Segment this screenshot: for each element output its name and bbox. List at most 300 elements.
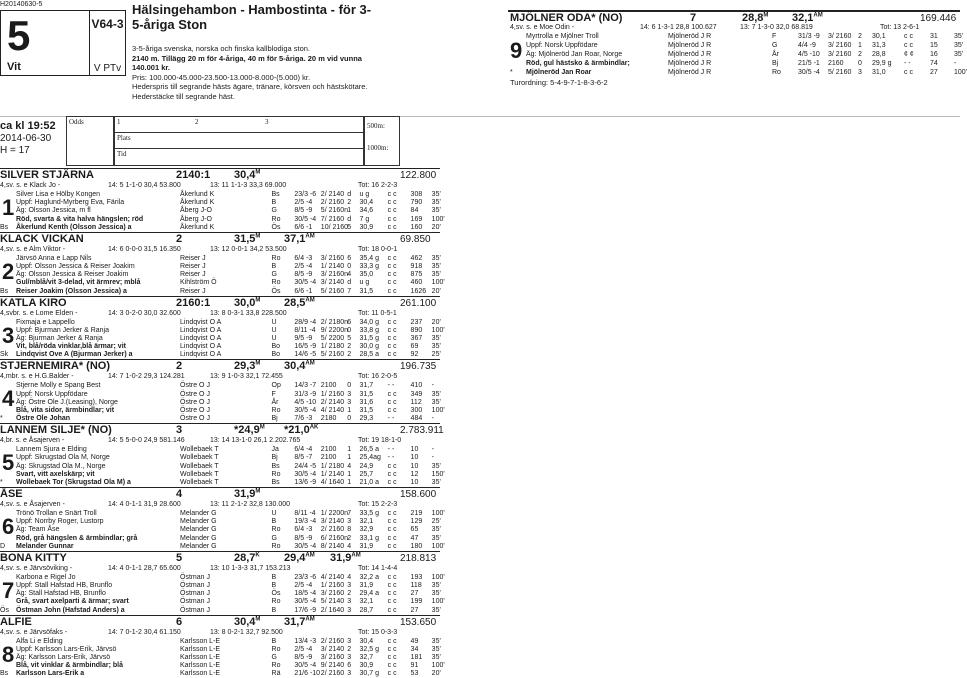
start-cell: Ro	[271, 542, 281, 550]
desc-line: Hederstäcke till segrande häst.	[132, 91, 235, 101]
horse-earnings: 2.783.911	[400, 425, 444, 437]
start-cell: 0	[858, 60, 862, 67]
start-cell: Reiser J	[180, 254, 206, 262]
horse-driver: Lindqvist Ove A (Bjurman Jerker) a	[16, 351, 133, 359]
start-cell: G	[772, 42, 778, 49]
start-cell: 6/4 -3	[294, 254, 313, 262]
horse-sub: 4,mbr. s. e H.G.Balder -	[0, 373, 74, 381]
start-cell: 1/ 2140	[320, 263, 345, 270]
start-cell: c c	[387, 662, 397, 670]
start-cell: 30/5 -4	[798, 69, 820, 76]
horse-name: SILVER STJÄRNA	[0, 169, 94, 181]
start-cell: -	[431, 382, 435, 390]
start-cell: c c	[387, 479, 397, 486]
start-cell: 1/ 2180	[320, 462, 345, 470]
horse-info: Gul/mblå/vit 3-delad, vit ärmrev; mblå	[16, 279, 141, 287]
right-horse-startnum: 9	[510, 38, 523, 63]
start-cell: 100'	[954, 69, 967, 76]
horse-driver: Åkerlund Kenth (Olsson Jessica) a	[16, 223, 132, 231]
horse-record-auto: $28,5^{AM}$	[284, 296, 315, 309]
start-cell: 180	[410, 542, 423, 550]
start-cell: År	[271, 398, 279, 406]
horse-name: ÅSE	[0, 488, 23, 500]
start-cell: 219	[410, 510, 423, 517]
start-cell: 4	[347, 542, 352, 550]
start-cell: 2/5 -4	[294, 263, 313, 270]
start-cell: 29,4 a	[359, 590, 379, 598]
start-cell: 2180	[320, 415, 337, 423]
start-cell: 53	[410, 670, 419, 678]
start-cell: 31,5 g	[359, 335, 379, 342]
horse-record-auto: $37,1^{AM}$	[284, 232, 315, 245]
start-cell: 2/ 2140	[320, 191, 345, 198]
start-cell: 69	[410, 343, 419, 351]
start-cell: c c	[387, 407, 397, 414]
start-cell: Bo	[271, 351, 281, 359]
start-cell: 29,9 g	[872, 60, 892, 67]
start-cell: Bs	[271, 462, 280, 470]
horse-driver: Reiser Joakim (Olsson Jessica) a	[16, 287, 127, 295]
start-cell: 5/ 2160	[320, 351, 345, 359]
start-cell: 31,5	[359, 390, 374, 398]
horse-earnings: 153.650	[400, 616, 437, 628]
start-cell: 35'	[431, 590, 441, 598]
start-cell: 18/5 -4	[294, 590, 317, 598]
start-cell: 33,3 g	[359, 263, 379, 270]
start-cell: 3/ 2140	[320, 645, 345, 653]
start-cell: 6	[347, 318, 352, 326]
race-title: Hälsingehambon - Hambostinta - för 3-5-åriga Ston	[132, 2, 372, 32]
start-cell: 100'	[431, 215, 445, 223]
start-cell: 28,5 a	[359, 351, 379, 359]
start-cell: 1	[347, 454, 352, 462]
start-cell: 65	[410, 526, 419, 534]
start-cell: c c	[387, 590, 397, 598]
start-cell: 100'	[431, 279, 445, 287]
horse-stats-2013: 13: 11 2-1-2 32,8 130.000	[210, 501, 291, 508]
start-cell: Östman J	[180, 598, 210, 606]
start-cell: 47	[410, 534, 419, 542]
start-cell: 918	[410, 263, 423, 270]
start-cell: 460	[410, 279, 423, 287]
start-cell: 35'	[431, 606, 441, 614]
horse-info: Uppf: Bjurman Jerker & Ranja	[16, 326, 109, 334]
start-cell: Melander G	[180, 510, 217, 517]
start-cell: 2100	[320, 454, 337, 462]
start-cell: c c	[387, 271, 397, 279]
horse-distance: 6	[176, 615, 183, 628]
start-cell: 5/ 2160	[828, 69, 852, 76]
start-cell: 30,9	[359, 223, 374, 231]
start-cell: 484	[410, 415, 423, 423]
start-cell: - -	[904, 60, 911, 67]
start-cell: 35'	[431, 479, 441, 486]
start-cell: Östre O J	[180, 407, 210, 414]
start-cell: 150'	[431, 470, 445, 478]
horse-info: Röd, svarta & vita halva hängslen; röd	[16, 215, 144, 223]
start-cell: 112	[410, 398, 422, 406]
start-time: ca kl 19:52	[0, 120, 56, 132]
start-cell: 13/6 -9	[294, 479, 317, 486]
right-horse-tot: Tot: 13 2-6-1	[880, 24, 920, 31]
horse-info: Karbona e Rigel Jo	[16, 573, 76, 581]
start-cell: c c	[387, 335, 397, 342]
start-cell: 5/ 2160n	[320, 207, 349, 215]
start-cell: 32,1	[359, 598, 374, 606]
start-cell: 3/ 2160n	[320, 271, 349, 279]
start-cell: 30/5 -4	[294, 470, 317, 478]
start-cell: 7	[347, 287, 352, 295]
start-cell: 169	[410, 215, 423, 223]
start-cell: 308	[410, 191, 423, 198]
start-cell: 35'	[431, 271, 441, 279]
start-cell: ¢ ¢	[904, 51, 914, 58]
horse-record: $30,4^M$	[234, 169, 261, 181]
horse-info: Blå, vit vinklar & ärmbindlar; blå	[16, 662, 123, 670]
start-cell: 32,1	[359, 518, 374, 526]
start-cell: 100'	[431, 407, 445, 414]
start-cell: Östman J	[180, 606, 210, 614]
start-cell: 14/6 -5	[294, 351, 317, 359]
horse-info: Uppf: Karlsson Lars-Erik, Järvsö	[16, 645, 117, 653]
desc-line: 2140 m. Tillägg 20 m för 4-åriga, 40 m för 5-åriga. 20 m vid vunna 140.001 kr.	[132, 53, 362, 72]
start-cell: 5	[347, 223, 352, 231]
start-cell: 2	[347, 534, 352, 542]
horse-divider	[0, 615, 440, 616]
horse-sub: 4,sv. s. e Järvsöfaks -	[0, 628, 68, 636]
right-horse-prefix: *	[510, 69, 513, 76]
start-cell: F	[772, 33, 777, 40]
start-cell: 27	[410, 590, 419, 598]
start-cell: 9/5 -9	[294, 335, 313, 342]
horse-start-number: 2	[2, 258, 15, 284]
start-cell: 2/ 2180n	[320, 318, 349, 326]
start-cell: 30/5 -4	[294, 662, 317, 670]
start-cell: c c	[387, 654, 397, 661]
start-cell: U	[271, 335, 277, 342]
horse-stats-2014: 14: 5 1-1-0 30,4 53.800	[108, 182, 181, 189]
start-cell: 193	[410, 573, 423, 581]
start-cell: 300	[410, 407, 423, 414]
start-cell: 3	[347, 606, 352, 614]
horse-record-auto: $29,4^{AM}$	[284, 551, 315, 564]
horse-info: Järvsö Anna e Lapp Nils	[16, 254, 92, 262]
start-cell: 23/3 -6	[294, 191, 317, 198]
start-cell: 10	[410, 462, 419, 470]
start-cell: -	[431, 415, 435, 423]
start-cell: c c	[387, 351, 397, 359]
start-cell: Bs	[271, 479, 280, 486]
start-cell: 8/5 -9	[294, 534, 313, 542]
horse-divider	[0, 487, 440, 488]
start-cell: 2/ 2160	[320, 199, 345, 207]
horse-info: Uppf: Norsk Uppfödare	[16, 390, 88, 398]
horse-sub: 4,svbr. s. e Lome Elden -	[0, 309, 78, 317]
start-cell: 1	[858, 42, 862, 49]
start-cell: 49	[410, 637, 419, 645]
start-cell: G	[271, 271, 277, 279]
race-label-left: Vit	[7, 61, 21, 73]
horse-record-auto: $31,7^{AM}$	[284, 615, 315, 628]
horse-record: $31,9^M$	[234, 488, 261, 500]
start-cell: 6	[347, 254, 352, 262]
start-cell: Östre O J	[180, 398, 210, 406]
horse-distance: 2140:1	[176, 169, 211, 181]
horse-prefix: Bs	[0, 670, 9, 678]
right-horse-driver: Mjölneröd Jan Roar	[526, 69, 592, 76]
start-cell: 2/ 2140	[320, 398, 345, 406]
start-cell: u g	[359, 191, 370, 198]
start-cell: 21/6 -10	[294, 670, 321, 678]
start-cell: Östman J	[180, 590, 210, 598]
game-code: V64-3	[91, 17, 124, 31]
start-cell: 3/ 2140	[320, 279, 345, 287]
horse-record: $29,3^M$	[234, 360, 261, 373]
start-cell: 30,4	[359, 199, 374, 207]
start-cell: 0	[347, 263, 352, 270]
start-cell: 8	[347, 526, 352, 534]
start-cell: 31,5	[359, 407, 374, 414]
horse-driver: Östre Ole Johan	[16, 415, 71, 423]
start-cell: 21,0 a	[359, 479, 379, 486]
horse-distance: 5	[176, 551, 183, 564]
start-cell: 181	[410, 654, 423, 661]
start-cell: c c	[904, 69, 913, 76]
horse-earnings: 261.100	[400, 297, 437, 309]
race-number-box	[0, 10, 90, 76]
start-cell: 2	[858, 33, 862, 40]
start-cell: 34,6	[359, 207, 374, 215]
start-cell: Wollebaek T	[180, 470, 219, 478]
horse-stats-2013: 13: 11 1-1-3 33,3 69.000	[210, 182, 287, 189]
start-cell: c c	[387, 637, 397, 645]
horse-driver: Melander Gunnar	[16, 542, 74, 550]
start-cell: Karlsson L-E	[180, 662, 221, 670]
horse-record: $30,0^M$	[234, 296, 261, 309]
start-cell: 1/ 2180	[320, 343, 345, 351]
start-cell: 31,3	[872, 42, 886, 49]
start-cell: 35'	[954, 33, 964, 40]
start-cell: 1/ 2200n	[320, 510, 349, 517]
start-cell: Ro	[271, 215, 281, 223]
start-cell: 33,1 g	[359, 534, 379, 542]
start-cell: Ro	[271, 526, 281, 534]
horse-name: KLACK VICKAN	[0, 232, 84, 245]
horse-prefix: Bs	[0, 287, 9, 295]
start-cell: Östre O J	[180, 382, 210, 390]
horse-stats-2014: 14: 4 0-1-1 28,7 65.600	[108, 564, 181, 572]
result-box: 1 2 3 Plats Tid	[114, 116, 364, 166]
start-cell: 20'	[431, 223, 441, 231]
start-cell: 4/4 -9	[798, 42, 816, 49]
start-cell: 1626	[410, 287, 427, 295]
start-cell: - -	[387, 446, 395, 454]
start-cell: c c	[387, 343, 397, 351]
start-cell: 2/ 2160	[320, 670, 345, 678]
horse-prefix: *	[0, 479, 3, 486]
start-cell: 5/ 2140	[320, 598, 345, 606]
start-cell: 10	[410, 454, 419, 462]
start-cell: Ös	[271, 590, 281, 598]
start-cell: 199	[410, 598, 423, 606]
horse-info: Svart, vitt axelskärp; vit	[16, 470, 95, 478]
horse-distance: 4	[176, 488, 183, 500]
start-cell: Op	[271, 382, 281, 390]
start-cell: 35'	[431, 191, 441, 198]
start-cell: Åberg J-O	[180, 215, 212, 223]
horse-info: Uppf: Norrby Roger, Lustorp	[16, 518, 104, 526]
start-cell: 6/6 -1	[294, 223, 313, 231]
horse-record-auto2: $31,9^{AM}$	[330, 551, 361, 564]
start-cell: 1	[347, 207, 352, 215]
horse-prefix: Ös	[0, 606, 9, 614]
start-cell: c c	[387, 263, 397, 270]
right-horse-rec1: $28,8^M$	[742, 12, 769, 24]
start-cell: c c	[904, 33, 913, 40]
start-cell: 3/ 2160	[828, 33, 852, 40]
desc-line: 3-5-åriga svenska, norska och finska kallblodiga ston.	[132, 44, 311, 53]
start-cell: 30,1	[872, 33, 886, 40]
right-horse-info: Uppf: Norsk Uppfödare	[526, 42, 598, 49]
start-cell: 19/3 -4	[294, 518, 317, 526]
horse-record: $*24,9^M$	[234, 424, 265, 437]
horse-earnings: 158.600	[400, 489, 437, 500]
race-code: H20140630-5	[0, 1, 43, 8]
start-cell: F	[271, 390, 276, 398]
horse-start-number: 5	[2, 450, 15, 476]
start-cell: G	[271, 654, 277, 661]
horse-stats-2013: 13: 9 1-0-3 32,1 72.455	[210, 373, 283, 381]
start-cell: 20'	[431, 287, 441, 295]
start-cell: 35'	[431, 199, 441, 207]
start-cell: 349	[410, 390, 423, 398]
start-cell: Lindqvist O A	[180, 351, 222, 359]
start-cell: 2/ 2160	[320, 637, 345, 645]
start-cell: Ro	[271, 254, 281, 262]
start-cell: Melander G	[180, 526, 217, 534]
start-cell: 24/4 -5	[294, 462, 317, 470]
start-cell: 4	[347, 573, 352, 581]
start-cell: c c	[387, 526, 397, 534]
start-cell: 30,9	[359, 662, 374, 670]
start-cell: 0	[347, 326, 352, 334]
start-cell: c c	[387, 534, 397, 542]
start-cell: 3	[347, 637, 352, 645]
horse-info: Vit, blå/röda vinklar,blå ärmar; vit	[16, 343, 126, 351]
start-cell: c c	[387, 207, 397, 215]
horse-stats-tot: Tot: 15 2-2-3	[358, 501, 398, 508]
start-cell: 3/ 2160	[320, 254, 345, 262]
start-cell: 890	[410, 326, 423, 334]
start-cell: 30/5 -4	[294, 215, 317, 223]
start-cell: 1	[347, 446, 352, 454]
horse-record: $31,5^M$	[234, 232, 261, 245]
horse-sub: 4,sv. s. e Åsajerven -	[0, 501, 65, 508]
start-cell: 0	[347, 415, 352, 423]
track-info: H = 17	[0, 145, 30, 156]
start-cell: 2100	[320, 446, 337, 454]
start-cell: 1	[347, 479, 352, 486]
right-horse-track: 7	[690, 12, 697, 24]
start-cell: 7 g	[359, 215, 370, 223]
start-cell: 84	[410, 207, 419, 215]
horse-distance: 3	[176, 424, 183, 437]
horse-stats-tot: Tot: 18 0-0-1	[358, 245, 398, 253]
start-cell: c c	[387, 582, 397, 589]
horse-info: Uppf: Skrugstad Ola M, Norge	[16, 454, 110, 462]
start-cell: 100'	[431, 598, 445, 606]
start-cell: 35'	[431, 343, 441, 351]
start-cell: Östre O J	[180, 415, 210, 423]
start-cell: Melander G	[180, 542, 217, 550]
start-cell: Åkerlund K	[180, 223, 215, 231]
start-cell: - -	[387, 382, 395, 390]
start-cell: 30/5 -4	[294, 542, 317, 550]
start-cell: c c	[387, 542, 397, 550]
start-cell: - -	[387, 454, 395, 462]
horse-stats-tot: Tot: 15 0-3-3	[358, 628, 398, 636]
horse-start-number: 3	[2, 322, 15, 348]
turn-order: Turordning: 5-4-9-7-1-8-3-6-2	[510, 78, 608, 87]
start-cell: c c	[387, 470, 397, 478]
start-cell: 3/ 2140	[320, 518, 345, 526]
start-cell: Bj	[271, 454, 278, 462]
start-cell: 30/5 -4	[294, 407, 317, 414]
start-cell: c c	[387, 598, 397, 606]
horse-prefix: *	[0, 415, 3, 423]
start-cell: c c	[387, 191, 397, 198]
start-cell: 2	[347, 343, 352, 351]
start-cell: 9/ 2140	[320, 662, 345, 670]
start-cell: B	[271, 263, 277, 270]
start-cell: B	[271, 573, 277, 581]
start-cell: 2/ 1640	[320, 606, 345, 614]
start-cell: 35'	[431, 637, 441, 645]
horse-start-number: 1	[2, 195, 15, 220]
start-cell: 6/4 -4	[294, 446, 313, 454]
start-cell: u g	[359, 279, 370, 287]
horse-start-number: 4	[2, 386, 15, 412]
start-cell: Ro	[772, 69, 781, 76]
horse-info: Äg: Skrugstad Ola M., Norge	[16, 462, 106, 470]
start-cell: 32,7	[359, 654, 374, 661]
start-cell: 35'	[954, 51, 964, 58]
horse-info: Röd, grå hängslen & ärmbindlar; grå	[16, 534, 138, 542]
horse-record: $28,7^K$	[234, 551, 260, 564]
start-cell: c c	[387, 510, 397, 517]
right-horse-name: MJÖLNER ODA* (NO)	[510, 12, 623, 24]
start-cell: 30,4	[359, 637, 374, 645]
horse-stats-tot: Tot: 11 0-5-1	[358, 309, 397, 317]
start-cell: 237	[410, 318, 423, 326]
start-cell: 1/ 2160	[320, 390, 345, 398]
start-cell: 1	[347, 407, 352, 414]
start-cell: 35'	[431, 654, 441, 661]
start-cell: 3	[347, 398, 352, 406]
horse-name: LANNEM SILJE* (NO)	[0, 424, 112, 437]
start-cell: Östre O J	[180, 390, 210, 398]
start-cell: 30,0 g	[359, 343, 379, 351]
start-cell: 26,5 a	[359, 446, 379, 454]
desc-line: Hederspris till segrande hästs ägare, tränare, körsven och hästskötare.	[132, 82, 368, 91]
start-cell: 100'	[431, 326, 445, 334]
horse-stats-2013: 13: 12 0-0-1 34,2 53.500	[210, 245, 287, 253]
start-cell: 875	[410, 271, 423, 279]
horse-stats-2014: 14: 3 0-2-0 30,0 32.600	[108, 309, 181, 317]
split-box: 500m: 1000m:	[364, 116, 400, 166]
start-cell: Lindqvist O A	[180, 326, 222, 334]
start-cell: 10/ 2160	[320, 223, 349, 231]
